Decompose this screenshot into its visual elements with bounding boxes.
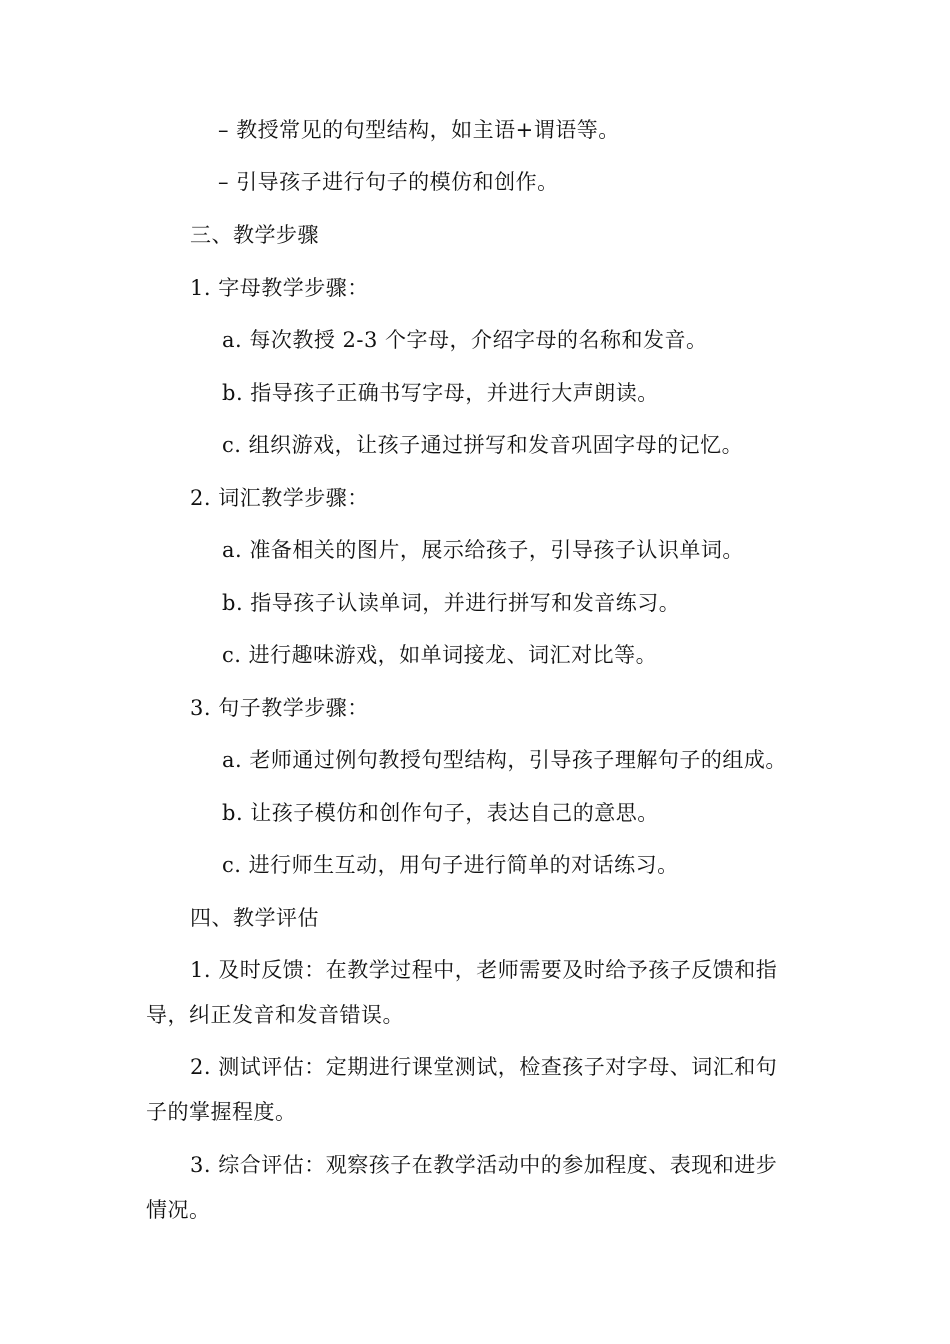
evaluation-feedback-line1: 1. 及时反馈：在教学过程中，老师需要及时给予孩子反馈和指 [190, 958, 778, 982]
step-sentences-c: c. 进行师生互动，用句子进行简单的对话练习。 [222, 853, 679, 877]
step-sentences-a: a. 老师通过例句教授句型结构，引导孩子理解句子的组成。 [222, 748, 787, 772]
evaluation-comprehensive-line1: 3. 综合评估：观察孩子在教学活动中的参加程度、表现和进步 [190, 1153, 778, 1177]
step-sentences-b: b. 让孩子模仿和创作句子，表达自己的意思。 [222, 801, 659, 825]
section-heading-evaluation: 四、教学评估 [190, 906, 319, 930]
step-vocabulary-b: b. 指导孩子认读单词，并进行拼写和发音练习。 [222, 591, 681, 615]
step-vocabulary-heading: 2. 词汇教学步骤： [190, 486, 369, 510]
step-letters-heading: 1. 字母教学步骤： [190, 276, 369, 300]
step-sentences-heading: 3. 句子教学步骤： [190, 696, 369, 720]
bullet-sentence-structure: – 教授常见的句型结构，如主语+谓语等。 [218, 118, 620, 142]
step-vocabulary-a: a. 准备相关的图片，展示给孩子，引导孩子认识单词。 [222, 538, 744, 562]
section-heading-teaching-steps: 三、教学步骤 [190, 223, 319, 247]
bullet-sentence-imitation: – 引导孩子进行句子的模仿和创作。 [218, 170, 559, 194]
evaluation-comprehensive-line2: 情况。 [146, 1198, 211, 1222]
evaluation-feedback-line2: 导，纠正发音和发音错误。 [146, 1003, 404, 1027]
evaluation-testing-line1: 2. 测试评估：定期进行课堂测试，检查孩子对字母、词汇和句 [190, 1055, 778, 1079]
step-letters-b: b. 指导孩子正确书写字母，并进行大声朗读。 [222, 381, 659, 405]
step-letters-a: a. 每次教授 2-3 个字母，介绍字母的名称和发音。 [222, 328, 708, 352]
step-vocabulary-c: c. 进行趣味游戏，如单词接龙、词汇对比等。 [222, 643, 658, 667]
evaluation-testing-line2: 子的掌握程度。 [146, 1100, 297, 1124]
step-letters-c: c. 组织游戏，让孩子通过拼写和发音巩固字母的记忆。 [222, 433, 744, 457]
